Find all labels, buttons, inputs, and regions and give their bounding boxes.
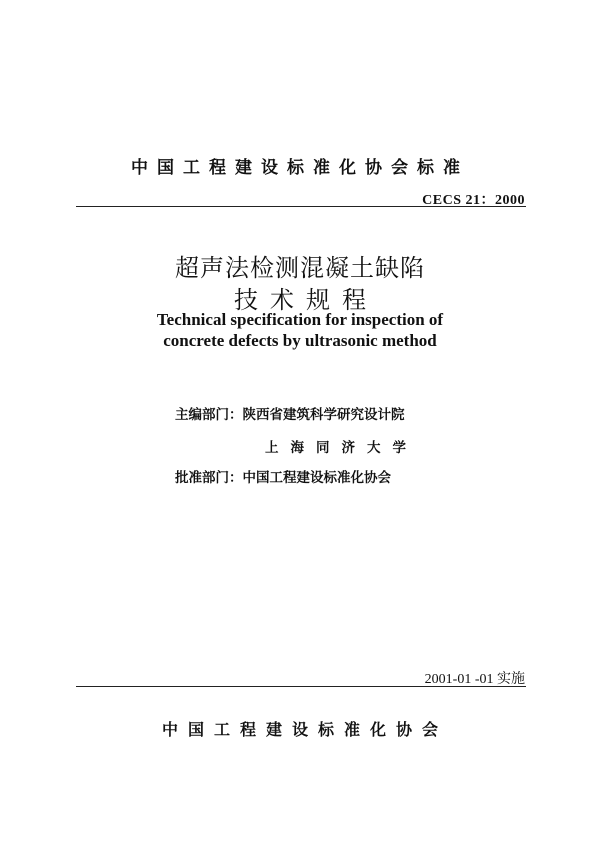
series-title: 中国工程建设标准化协会标准 [131, 158, 469, 178]
title-chinese-line-2: 技术规程 [234, 286, 378, 314]
title-english-line-2: concrete defects by ultrasonic method [163, 331, 437, 350]
title-english-line-1: Technical specification for inspection of [156, 310, 444, 329]
approver-org: 中国工程建设标准化协会 [242, 470, 391, 486]
chief-editor-label: 主编部门： [175, 407, 243, 423]
chief-editor-org-2: 上海同济大学 [265, 440, 418, 456]
implementation-date: 2001-01 -01 实施 [424, 672, 525, 687]
title-chinese-line-1: 超声法检测混凝土缺陷 [175, 254, 425, 282]
approver-label: 批准部门： [175, 470, 243, 486]
approver-row [175, 466, 391, 486]
standard-code: CECS 21：2000 [422, 193, 525, 208]
bottom-divider [76, 686, 526, 687]
publisher: 中国工程建设标准化协会 [161, 720, 448, 739]
top-divider [76, 206, 526, 207]
chief-editor-org-1: 陕西省建筑科学研究设计院 [242, 407, 405, 423]
chief-editor-row [175, 403, 405, 423]
